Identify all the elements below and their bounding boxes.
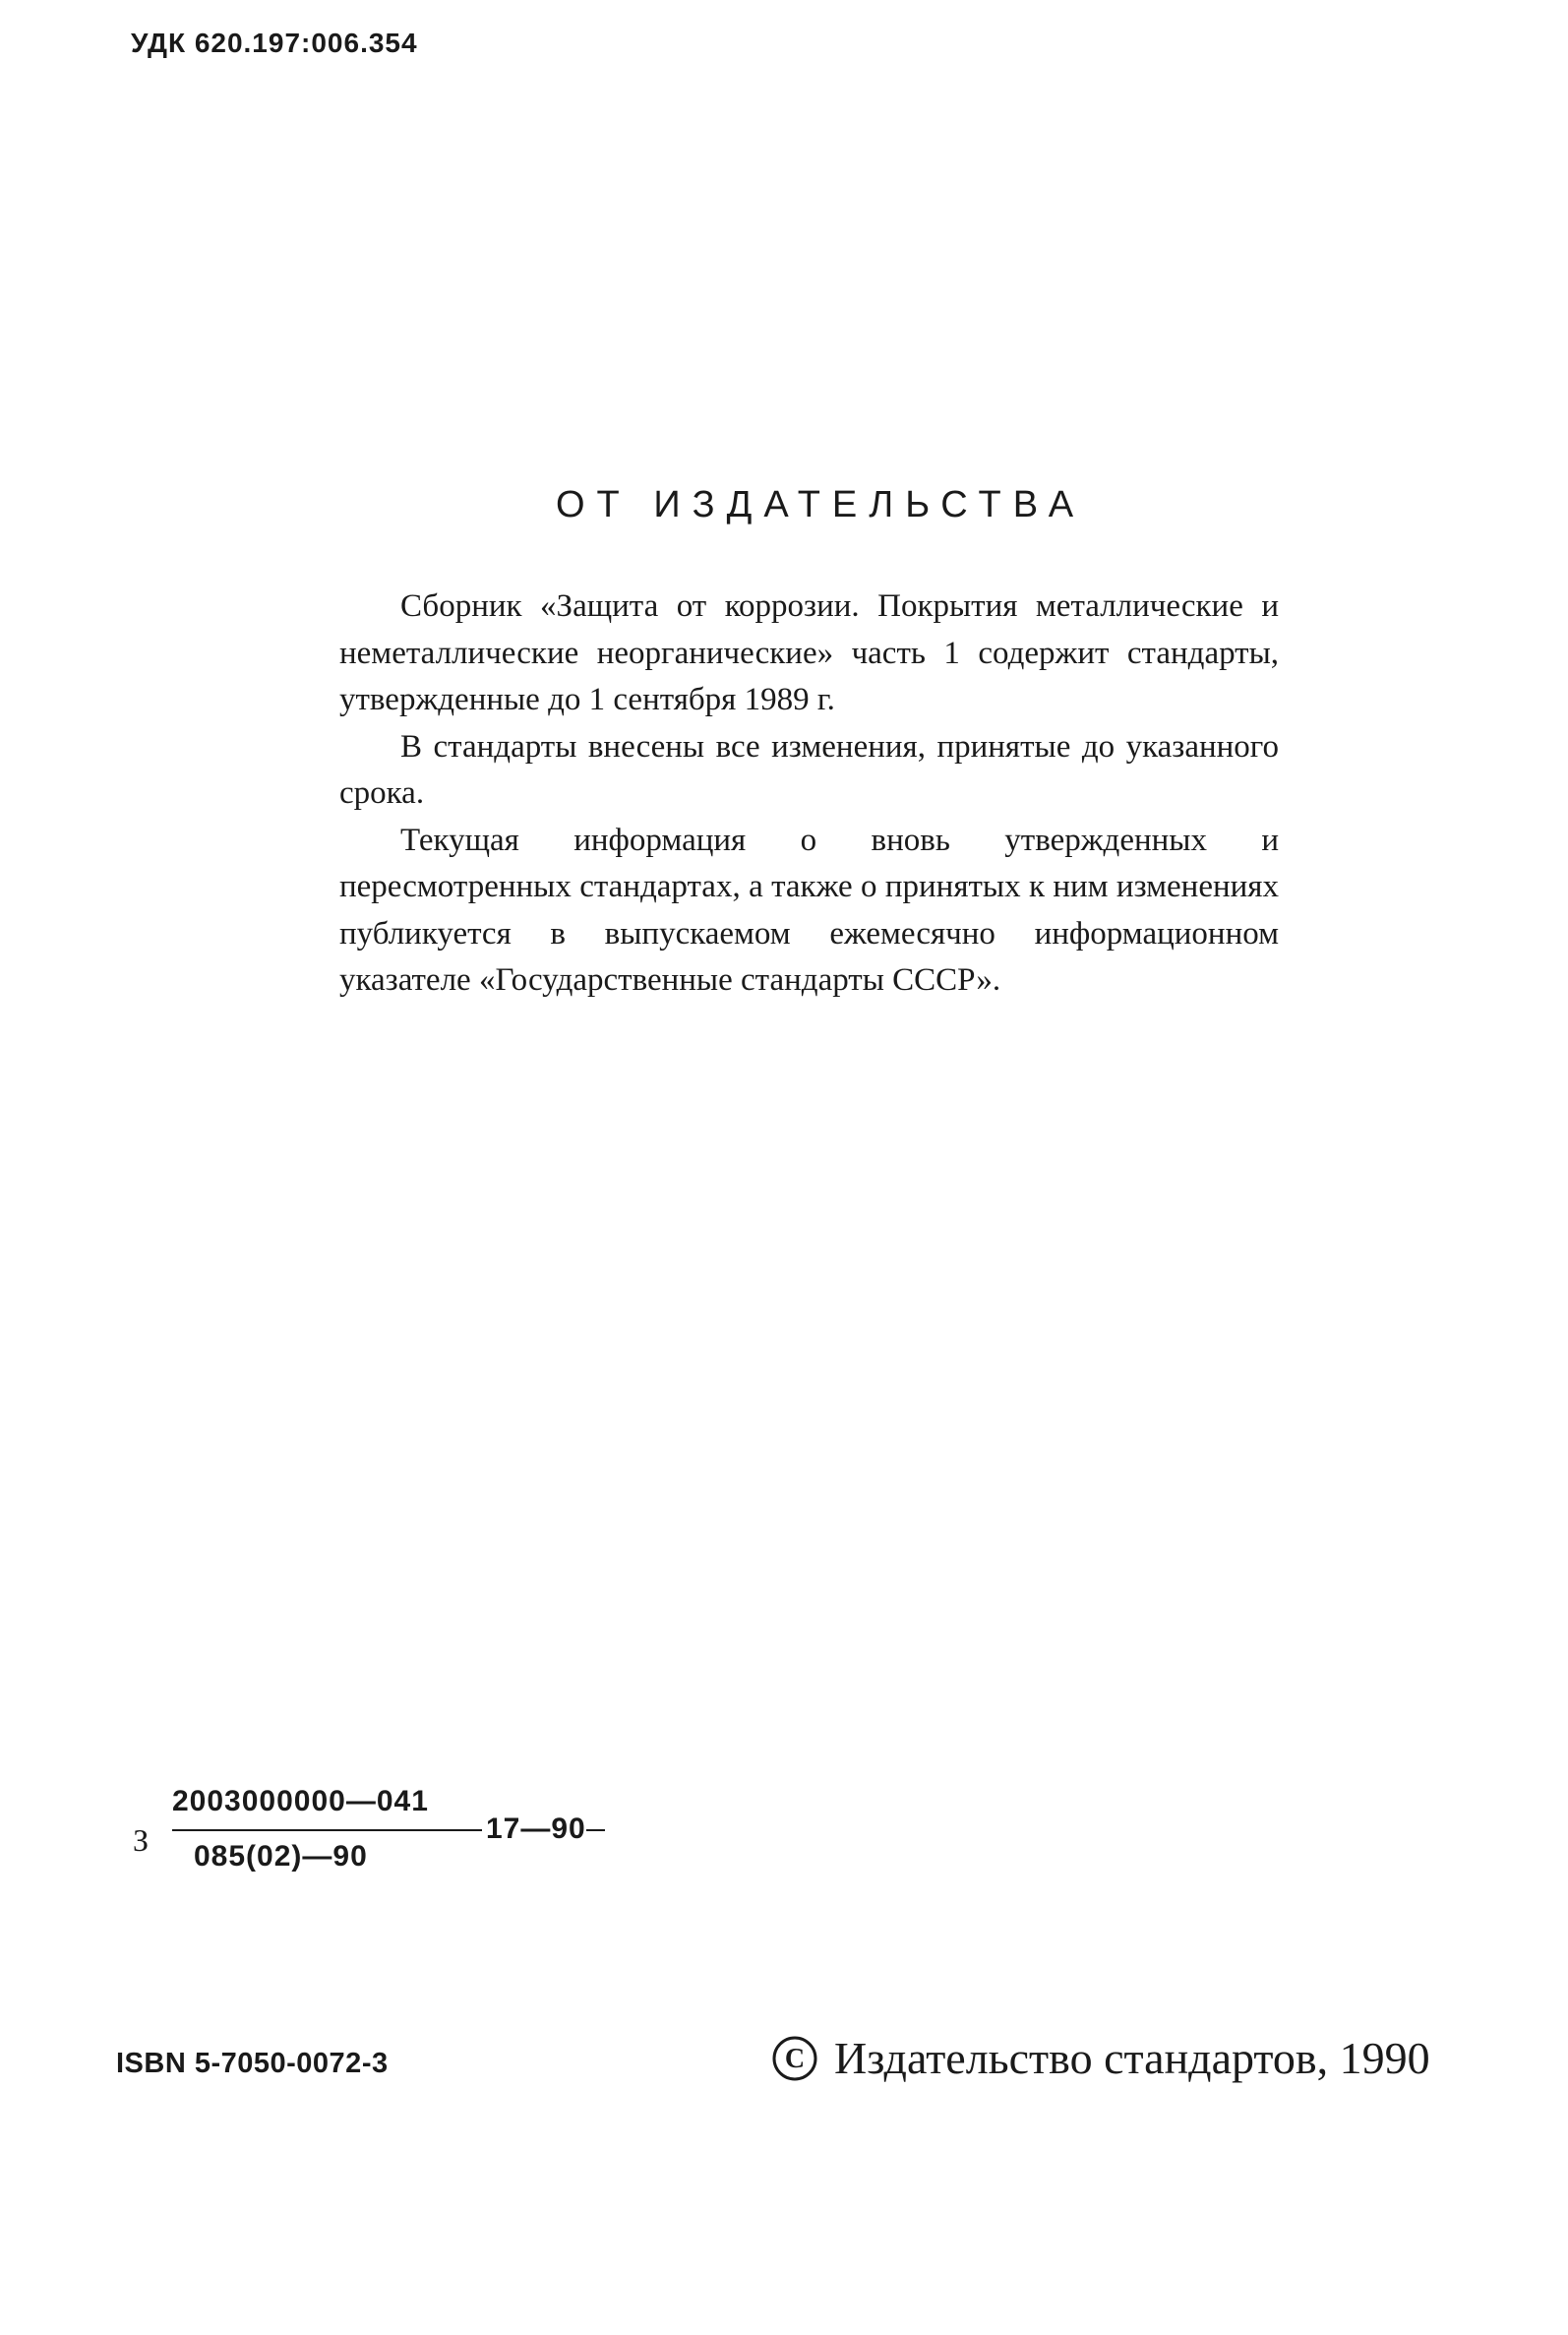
copyright-icon bbox=[771, 2035, 818, 2082]
code-prefix: З bbox=[133, 1822, 150, 1858]
publication-code bbox=[133, 1777, 605, 1895]
paragraph-collection-info: Сборник «Защита от коррозии. Покрытия металлические и неметаллические неорганические» часть 1 содержит стандарты, утвержденные до 1 сентября 1989 г. bbox=[339, 588, 1279, 717]
code-suffix: 17—90 bbox=[482, 1813, 586, 1846]
code-numerator: 2003000000—041 bbox=[172, 1785, 429, 1817]
copyright-notice bbox=[771, 2032, 1430, 2084]
code-denominator: 085(02)—90 bbox=[194, 1840, 368, 1873]
isbn: ISBN 5-7050-0072-3 bbox=[116, 2048, 389, 2079]
udk-code: УДК 620.197:006.354 bbox=[131, 28, 418, 58]
publisher-heading: ОТ ИЗДАТЕЛЬСТВА bbox=[556, 484, 1086, 525]
paragraph-current-info: Текущая информация о вновь утвержденных и пересмотренных стандартах, а также о принятых к ним изменениях публикуется в выпускаемом ежемесячно информационном указателе «Государственные стандарты СССР». bbox=[339, 822, 1279, 998]
svg-text:C: C bbox=[784, 2043, 806, 2074]
publisher-note bbox=[339, 584, 1279, 1005]
copyright-text: Издательство стандартов, 1990 bbox=[834, 2033, 1430, 2083]
paragraph-changes-info: В стандарты внесены все изменения, принятые до указанного срока. bbox=[339, 728, 1279, 811]
